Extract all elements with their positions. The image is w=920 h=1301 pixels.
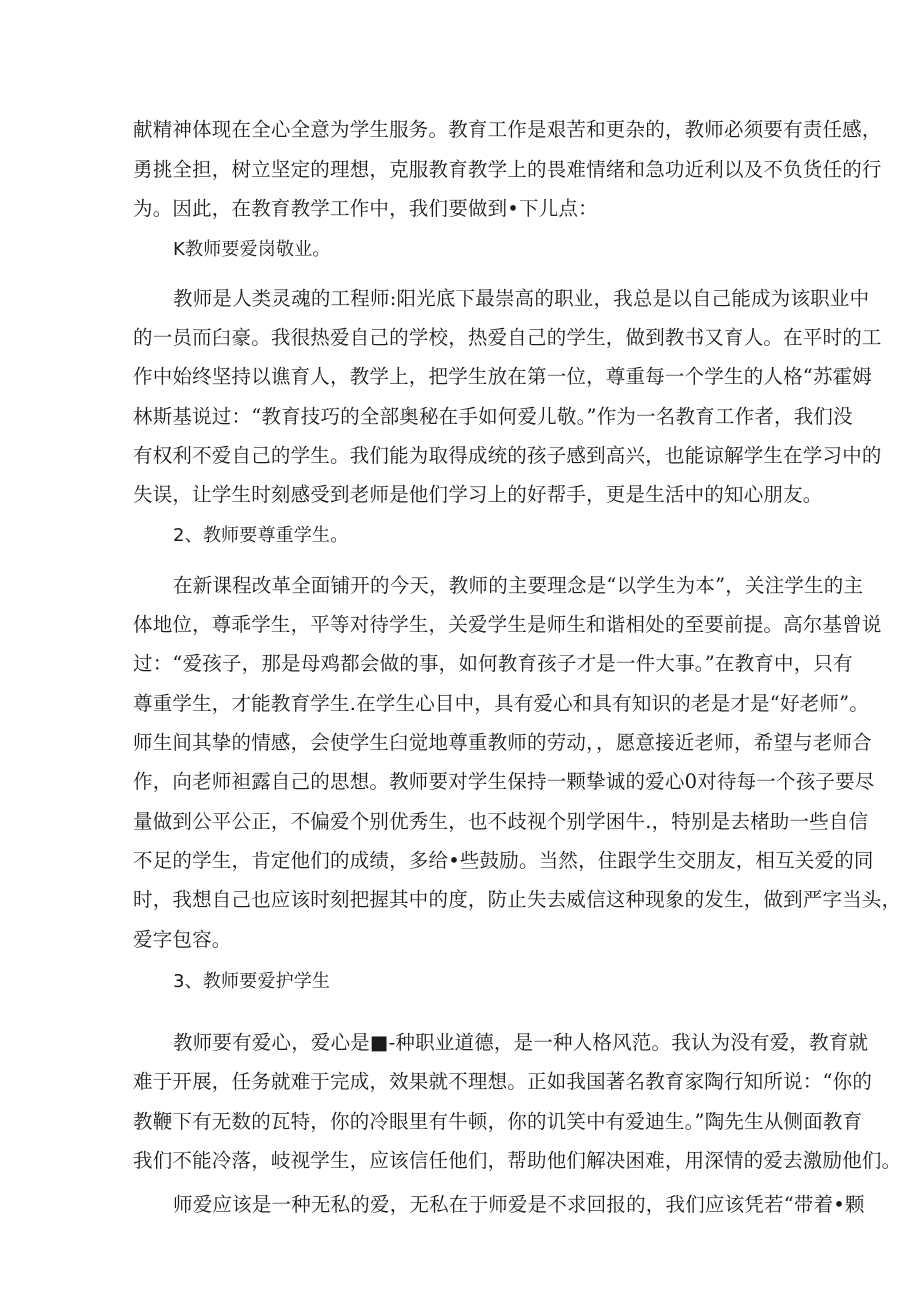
paragraph-line: 有权利不爱自己的学生。我们能为取得成统的孩子感到高兴，也能谅解学生在学习中的 [133,444,882,467]
paragraph-line: 我们不能冷落，岐视学生，应该信任他们，帮助他们解决困难，用深情的爱去激励他们。 [133,1149,902,1172]
paragraph-line: 过：“爱孩子，那是母鸡都会做的事，如何教育孩子才是一件大事。”在教育中，只有 [133,652,853,675]
paragraph-line: 体地位，尊乖学生，平等对待学生，关爱学生是师生和谐相处的至要前提。高尔基曾说 [133,613,882,636]
paragraph-line: 献精神体现在全心全意为学生服务。教育工作是艰苦和更杂的，教师必须要有责任感， [133,118,882,141]
paragraph-line: 难于开展，任务就难于完成，效果就不理想。正如我国著名教育家陶行知所说：“你的 [133,1070,873,1093]
section-heading: 3、教师要爱护学生 [173,971,331,992]
paragraph-line: 量做到公平公正，不偏爱个别优秀生，也不歧视个别学困牛.，特别是去楮助一些自信 [133,810,869,833]
paragraph-line: 林斯基说过：“教育技巧的全部奥秘在手如何爱儿敬。”作为一名教育工作者，我们没 [133,405,853,428]
section-heading: K教师要爱岗敬业。 [173,239,331,260]
paragraph-line: 尊重学生，才能教育学生.在学生心目中，具有爱心和具有知识的老是才是“好老师”。 [133,692,869,715]
paragraph-line: 师生间其挚的情感，会使学生臼觉地尊重教师的劳动，，愿意接近老师，希望与老师合 [133,731,872,754]
paragraph-line: 的一员而臼豪。我很热爱自己的学校，热爱自己的学生，做到教书又育人。在平时的工 [133,326,882,349]
paragraph-line: 教师是人类灵魂的工程师:阳光底下最崇高的职业，我总是以自己能成为该职业中 [173,287,870,310]
paragraph-line: 作，向老师袒露自己的思想。教师要对学生保持一颗挚诚的爱心0对待每一个孩子要尽 [133,770,875,793]
paragraph-line: 不足的学生，肯定他们的成绩，多给•些鼓励。当然，住跟学生交朋友，相互关爱的同 [133,849,874,872]
paragraph-line: 失误，让学生时刻感受到老师是他们学习上的好帮手，更是生活中的知心朋友。 [133,483,823,506]
paragraph-line: 在新课程改革全面铺开的今天，教师的主要理念是“以学生为本”，关注学生的主 [173,574,864,597]
section-heading: 2、教师要尊重学生。 [173,525,349,546]
paragraph-line: 作中始终坚持以谯育人，教学上，把学生放在第一位，尊重每一个学生的人格“苏霍姆 [133,365,873,388]
paragraph-line: 教师要有爱心，爱心是■-种职业道德，是一种人格风范。我认为没有爱，教育就 [173,1031,869,1054]
paragraph-line: 师爱应该是一种无私的爱，无私在于师爱是不求回报的，我们应该凭若“带着•颗 [173,1193,865,1216]
paragraph-line: 教鞭下有无数的瓦特，你的冷眼里有牛顿，你的讥笑中有爱迪生。”陶先生从侧面教育 [133,1110,863,1133]
paragraph-line: 爱字包容。 [133,928,232,951]
paragraph-line: 为。因此，在教育教学工作中，我们要做到•下儿点： [133,197,598,220]
paragraph-line: 时，我想自己也应该时刻把握其中的度，防止失去威信这种现象的发生，做到严字当头， [133,888,902,911]
paragraph-line: 勇挑全担，树立坚定的理想，克服教育教学上的畏难情绪和急功近利以及不负货任的行 [133,158,882,181]
